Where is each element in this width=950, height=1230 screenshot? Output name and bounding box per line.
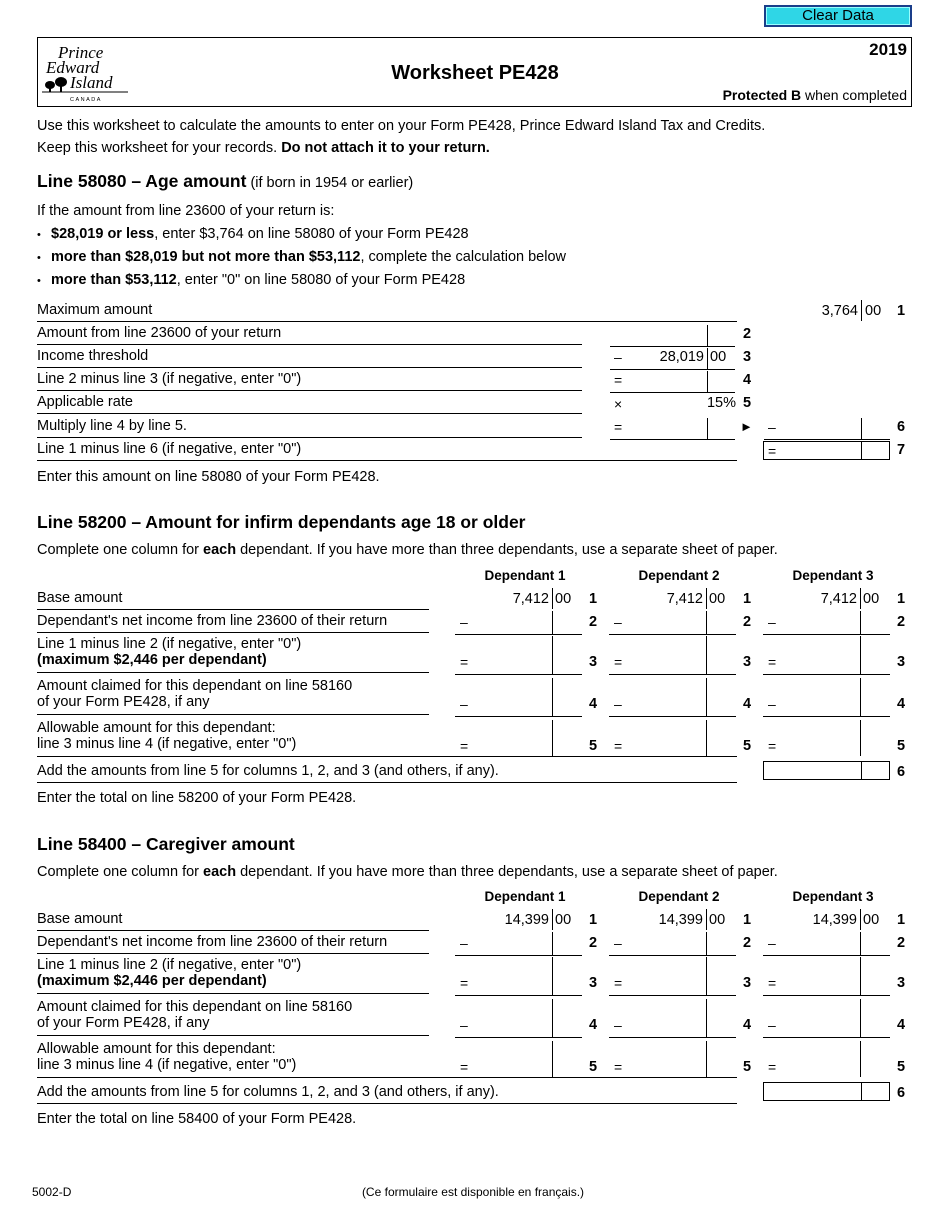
line-number: 5 bbox=[588, 1059, 598, 1075]
line-4-field-dependant-1[interactable] bbox=[455, 1037, 582, 1038]
line-number: 5 bbox=[742, 738, 752, 754]
line-4-label: Amount claimed for this dependant on line 58160 bbox=[37, 999, 353, 1015]
line-4-field[interactable] bbox=[610, 392, 735, 393]
age-lead: If the amount from line 23600 of your return is: bbox=[37, 203, 335, 219]
base-amount-dollars: 7,412 bbox=[666, 591, 703, 607]
age-row-1-label: Maximum amount bbox=[37, 302, 153, 318]
column-header-dependant-3: Dependant 3 bbox=[792, 889, 874, 904]
line-3-label: Line 1 minus line 2 (if negative, enter "0") bbox=[37, 636, 302, 652]
cents-divider bbox=[706, 611, 707, 634]
base-amount-cents: 00 bbox=[555, 912, 572, 928]
line-number: 4 bbox=[742, 372, 752, 388]
line-4-label-cont: of your Form PE428, if any bbox=[37, 694, 210, 710]
equals-sign: = bbox=[768, 738, 777, 754]
line-4-label: Amount claimed for this dependant on line 58160 bbox=[37, 678, 353, 694]
max-amount-cents: 00 bbox=[865, 303, 882, 319]
equals-sign: = bbox=[768, 654, 777, 670]
minus-sign: – bbox=[768, 419, 776, 435]
divider bbox=[37, 367, 582, 368]
cents-divider bbox=[707, 325, 708, 346]
equals-sign: = bbox=[460, 738, 469, 754]
cents-divider bbox=[707, 418, 708, 439]
total-label: Add the amounts from line 5 for columns 1, 2, and 3 (and others, if any). bbox=[37, 763, 499, 779]
cents-divider bbox=[706, 957, 707, 995]
line-number: 1 bbox=[588, 912, 598, 928]
minus-sign: – bbox=[460, 1017, 468, 1033]
line-number: 2 bbox=[588, 935, 598, 951]
net-income-field-dependant-3[interactable] bbox=[763, 634, 890, 635]
net-income-field-dependant-1[interactable] bbox=[455, 955, 582, 956]
equals-sign: = bbox=[768, 443, 777, 459]
infirm-heading: Line 58200 – Amount for infirm dependants age 18 or older bbox=[37, 512, 526, 532]
divider bbox=[37, 782, 737, 783]
line-number: 2 bbox=[742, 935, 752, 951]
age-amount-heading: Line 58080 – Age amount (if born in 1954 or earlier) bbox=[37, 171, 414, 191]
divider bbox=[37, 756, 737, 757]
minus-sign: – bbox=[768, 1017, 776, 1033]
base-amount-dollars: 7,412 bbox=[820, 591, 857, 607]
base-amount-label: Base amount bbox=[37, 911, 123, 927]
line-3-field-dependant-1[interactable] bbox=[455, 995, 582, 996]
total-label: Add the amounts from line 5 for columns 1, 2, and 3 (and others, if any). bbox=[37, 1084, 499, 1100]
cents-divider bbox=[552, 932, 553, 955]
line-number: 4 bbox=[588, 1017, 598, 1033]
minus-sign: – bbox=[768, 935, 776, 951]
age-bullet-3: • more than $53,112, enter "0" on line 58080 of your Form PE428 bbox=[37, 272, 466, 288]
cents-divider bbox=[552, 999, 553, 1037]
column-header-dependant-1: Dependant 1 bbox=[484, 568, 566, 583]
divider bbox=[37, 344, 582, 345]
line-number: 2 bbox=[742, 614, 752, 630]
line-3-label: Line 1 minus line 2 (if negative, enter "0") bbox=[37, 957, 302, 973]
cents-divider bbox=[861, 441, 862, 460]
divider bbox=[37, 930, 429, 931]
cents-divider bbox=[552, 636, 553, 674]
divider bbox=[37, 1077, 737, 1078]
infirm-instructions: Complete one column for each dependant. If you have more than three dependants, use a separate sheet of paper. bbox=[37, 542, 778, 558]
total-field[interactable] bbox=[763, 1082, 890, 1101]
base-amount-label: Base amount bbox=[37, 590, 123, 606]
field-underline bbox=[610, 369, 735, 370]
line-number: 3 bbox=[742, 975, 752, 991]
cents-divider bbox=[861, 1082, 862, 1101]
line-number: 1 bbox=[742, 591, 752, 607]
equals-sign: = bbox=[768, 1059, 777, 1075]
svg-text:Prince: Prince bbox=[58, 43, 104, 62]
line-3-field-dependant-3[interactable] bbox=[763, 674, 890, 675]
cents-divider bbox=[706, 678, 707, 716]
cents-divider bbox=[552, 957, 553, 995]
age-row-4-label: Line 2 minus line 3 (if negative, enter "0") bbox=[37, 371, 302, 387]
line-number: 4 bbox=[742, 696, 752, 712]
intro-line-2: Keep this worksheet for your records. Do not attach it to your return. bbox=[37, 140, 490, 156]
clear-data-button[interactable]: Clear Data bbox=[764, 5, 912, 27]
divider bbox=[37, 390, 582, 391]
age-row-3-label: Income threshold bbox=[37, 348, 149, 364]
cents-divider bbox=[860, 932, 861, 955]
minus-sign: – bbox=[460, 614, 468, 630]
divider bbox=[37, 413, 582, 414]
line-number: 6 bbox=[896, 1085, 906, 1101]
column-header-dependant-3: Dependant 3 bbox=[792, 568, 874, 583]
minus-sign: – bbox=[460, 696, 468, 712]
minus-sign: – bbox=[614, 349, 622, 365]
caregiver-heading: Line 58400 – Caregiver amount bbox=[37, 834, 295, 854]
age-row-2-label: Amount from line 23600 of your return bbox=[37, 325, 282, 341]
caregiver-note: Enter the total on line 58400 of your Form PE428. bbox=[37, 1111, 357, 1127]
cents-divider bbox=[860, 957, 861, 995]
net-income-field-dependant-3[interactable] bbox=[763, 955, 890, 956]
divider bbox=[37, 1035, 429, 1036]
base-amount-dollars: 7,412 bbox=[512, 591, 549, 607]
line-3-max-label: (maximum $2,446 per dependant) bbox=[37, 973, 267, 989]
net-income-field-dependant-2[interactable] bbox=[609, 955, 736, 956]
line-number: 3 bbox=[742, 654, 752, 670]
cents-divider bbox=[706, 588, 707, 609]
cents-divider bbox=[552, 678, 553, 716]
cents-divider bbox=[861, 761, 862, 780]
equals-sign: = bbox=[460, 975, 469, 991]
cents-divider bbox=[860, 720, 861, 756]
line-4-field-dependant-3[interactable] bbox=[763, 716, 890, 717]
line-number: 3 bbox=[896, 654, 906, 670]
divider bbox=[37, 953, 429, 954]
protected-b-label: Protected B when completed bbox=[722, 87, 907, 103]
cents-divider bbox=[707, 348, 708, 369]
line-number: 3 bbox=[588, 654, 598, 670]
line-number: 4 bbox=[896, 1017, 906, 1033]
times-sign: × bbox=[614, 396, 623, 412]
line-number: 6 bbox=[896, 764, 906, 780]
divider bbox=[37, 632, 429, 633]
threshold-cents: 00 bbox=[710, 349, 727, 365]
infirm-note: Enter the total on line 58200 of your Form PE428. bbox=[37, 790, 357, 806]
column-header-dependant-1: Dependant 1 bbox=[484, 889, 566, 904]
age-row-7-label: Line 1 minus line 6 (if negative, enter "0") bbox=[37, 441, 302, 457]
line-number: 4 bbox=[896, 696, 906, 712]
base-amount-cents: 00 bbox=[709, 591, 726, 607]
divider bbox=[37, 1103, 737, 1104]
line-5-label-cont: line 3 minus line 4 (if negative, enter "0") bbox=[37, 736, 297, 752]
minus-sign: – bbox=[614, 696, 622, 712]
divider bbox=[37, 993, 429, 994]
line-number: 5 bbox=[896, 1059, 906, 1075]
divider bbox=[37, 609, 429, 610]
line-5-label-cont: line 3 minus line 4 (if negative, enter "0") bbox=[37, 1057, 297, 1073]
equals-sign: = bbox=[614, 738, 623, 754]
max-amount-dollars: 3,764 bbox=[821, 303, 858, 319]
arrow-icon: ► bbox=[740, 419, 753, 434]
age-bullet-2: • more than $28,019 but not more than $53,112, complete the calculation below bbox=[37, 249, 566, 265]
line-6-field[interactable] bbox=[610, 439, 735, 440]
cents-divider bbox=[860, 678, 861, 716]
line-4-label-cont: of your Form PE428, if any bbox=[37, 1015, 210, 1031]
line-number: 1 bbox=[588, 591, 598, 607]
cents-divider bbox=[706, 1041, 707, 1077]
divider bbox=[37, 321, 737, 322]
line-4-field-dependant-2[interactable] bbox=[609, 1037, 736, 1038]
threshold-dollars: 28,019 bbox=[659, 349, 704, 365]
age-row-5-label: Applicable rate bbox=[37, 394, 133, 410]
form-code: 5002-D bbox=[32, 1185, 72, 1199]
equals-sign: = bbox=[614, 975, 623, 991]
equals-sign: = bbox=[768, 975, 777, 991]
line-number: 3 bbox=[742, 349, 752, 365]
line-5-label: Allowable amount for this dependant: bbox=[37, 720, 276, 736]
cents-divider bbox=[552, 909, 553, 930]
line-3-field-dependant-3[interactable] bbox=[763, 995, 890, 996]
base-amount-dollars: 14,399 bbox=[658, 912, 703, 928]
cents-divider bbox=[707, 371, 708, 392]
base-amount-dollars: 14,399 bbox=[812, 912, 857, 928]
cents-divider bbox=[860, 909, 861, 930]
cents-divider bbox=[552, 1041, 553, 1077]
cents-divider bbox=[860, 611, 861, 634]
cents-divider bbox=[552, 588, 553, 609]
cents-divider bbox=[860, 1041, 861, 1077]
equals-sign: = bbox=[614, 419, 623, 435]
line-4-field-dependant-2[interactable] bbox=[609, 716, 736, 717]
minus-sign: – bbox=[768, 614, 776, 630]
svg-text:Island: Island bbox=[70, 73, 113, 92]
line-4-field-dependant-1[interactable] bbox=[455, 716, 582, 717]
equals-sign: = bbox=[614, 372, 623, 388]
equals-sign: = bbox=[460, 654, 469, 670]
minus-sign: – bbox=[614, 614, 622, 630]
line-number: 2 bbox=[896, 614, 906, 630]
base-amount-cents: 00 bbox=[709, 912, 726, 928]
equals-sign: = bbox=[614, 654, 623, 670]
svg-text:Edward: Edward bbox=[46, 58, 100, 77]
line-number: 4 bbox=[588, 696, 598, 712]
cents-divider bbox=[552, 720, 553, 756]
line-6-result-field[interactable] bbox=[764, 439, 890, 440]
net-income-field-dependant-2[interactable] bbox=[609, 634, 736, 635]
line-5-label: Allowable amount for this dependant: bbox=[37, 1041, 276, 1057]
line-number: 1 bbox=[896, 303, 906, 319]
line-number: 1 bbox=[896, 912, 906, 928]
line-number: 5 bbox=[742, 1059, 752, 1075]
line-number: 1 bbox=[896, 591, 906, 607]
french-availability: (Ce formulaire est disponible en français.) bbox=[361, 1185, 585, 1199]
line-number: 2 bbox=[896, 935, 906, 951]
age-row-6-label: Multiply line 4 by line 5. bbox=[37, 418, 187, 434]
line-number: 2 bbox=[742, 326, 752, 342]
divider bbox=[37, 672, 429, 673]
divider bbox=[37, 437, 582, 438]
line-number: 6 bbox=[896, 419, 906, 435]
total-field[interactable] bbox=[763, 761, 890, 780]
column-header-dependant-2: Dependant 2 bbox=[638, 889, 720, 904]
intro-line-1: Use this worksheet to calculate the amounts to enter on your Form PE428, Prince Edward Island Tax and Credits. bbox=[37, 118, 766, 134]
cents-divider bbox=[860, 636, 861, 674]
line-4-field-dependant-3[interactable] bbox=[763, 1037, 890, 1038]
net-income-field-dependant-1[interactable] bbox=[455, 634, 582, 635]
net-income-label: Dependant's net income from line 23600 of their return bbox=[37, 934, 388, 950]
svg-text:CANADA: CANADA bbox=[70, 97, 102, 103]
cents-divider bbox=[552, 611, 553, 634]
cents-divider bbox=[861, 418, 862, 439]
cents-divider bbox=[861, 300, 862, 321]
divider bbox=[37, 460, 737, 461]
age-amount-result-field[interactable] bbox=[763, 441, 890, 460]
caregiver-instructions: Complete one column for each dependant. If you have more than three dependants, use a separate sheet of paper. bbox=[37, 864, 778, 880]
line-3-field-dependant-2[interactable] bbox=[609, 995, 736, 996]
line-number: 7 bbox=[896, 442, 906, 458]
tax-year: 2019 bbox=[869, 40, 907, 59]
page-title: Worksheet PE428 bbox=[391, 62, 559, 84]
amount-23600-field[interactable] bbox=[610, 346, 735, 347]
equals-sign: = bbox=[460, 1059, 469, 1075]
line-number: 3 bbox=[896, 975, 906, 991]
minus-sign: – bbox=[614, 935, 622, 951]
line-number: 5 bbox=[896, 738, 906, 754]
line-3-max-label: (maximum $2,446 per dependant) bbox=[37, 652, 267, 668]
cents-divider bbox=[706, 909, 707, 930]
age-bullet-1: • $28,019 or less, enter $3,764 on line 58080 of your Form PE428 bbox=[37, 226, 469, 242]
base-amount-dollars: 14,399 bbox=[504, 912, 549, 928]
minus-sign: – bbox=[614, 1017, 622, 1033]
cents-divider bbox=[860, 588, 861, 609]
minus-sign: – bbox=[768, 696, 776, 712]
column-header-dependant-2: Dependant 2 bbox=[638, 568, 720, 583]
cents-divider bbox=[860, 999, 861, 1037]
line-3-field-dependant-2[interactable] bbox=[609, 674, 736, 675]
line-number: 5 bbox=[588, 738, 598, 754]
minus-sign: – bbox=[460, 935, 468, 951]
line-number: 3 bbox=[588, 975, 598, 991]
equals-sign: = bbox=[614, 1059, 623, 1075]
base-amount-cents: 00 bbox=[555, 591, 572, 607]
net-income-label: Dependant's net income from line 23600 of their return bbox=[37, 613, 388, 629]
cents-divider bbox=[706, 636, 707, 674]
cents-divider bbox=[706, 999, 707, 1037]
line-number: 4 bbox=[742, 1017, 752, 1033]
applicable-rate: 15% bbox=[706, 395, 736, 411]
line-number: 2 bbox=[588, 614, 598, 630]
line-number: 5 bbox=[742, 395, 752, 411]
cents-divider bbox=[706, 720, 707, 756]
line-3-field-dependant-1[interactable] bbox=[455, 674, 582, 675]
base-amount-cents: 00 bbox=[863, 912, 880, 928]
cents-divider bbox=[706, 932, 707, 955]
base-amount-cents: 00 bbox=[863, 591, 880, 607]
age-note: Enter this amount on line 58080 of your Form PE428. bbox=[37, 469, 380, 485]
line-number: 1 bbox=[742, 912, 752, 928]
divider bbox=[37, 714, 429, 715]
